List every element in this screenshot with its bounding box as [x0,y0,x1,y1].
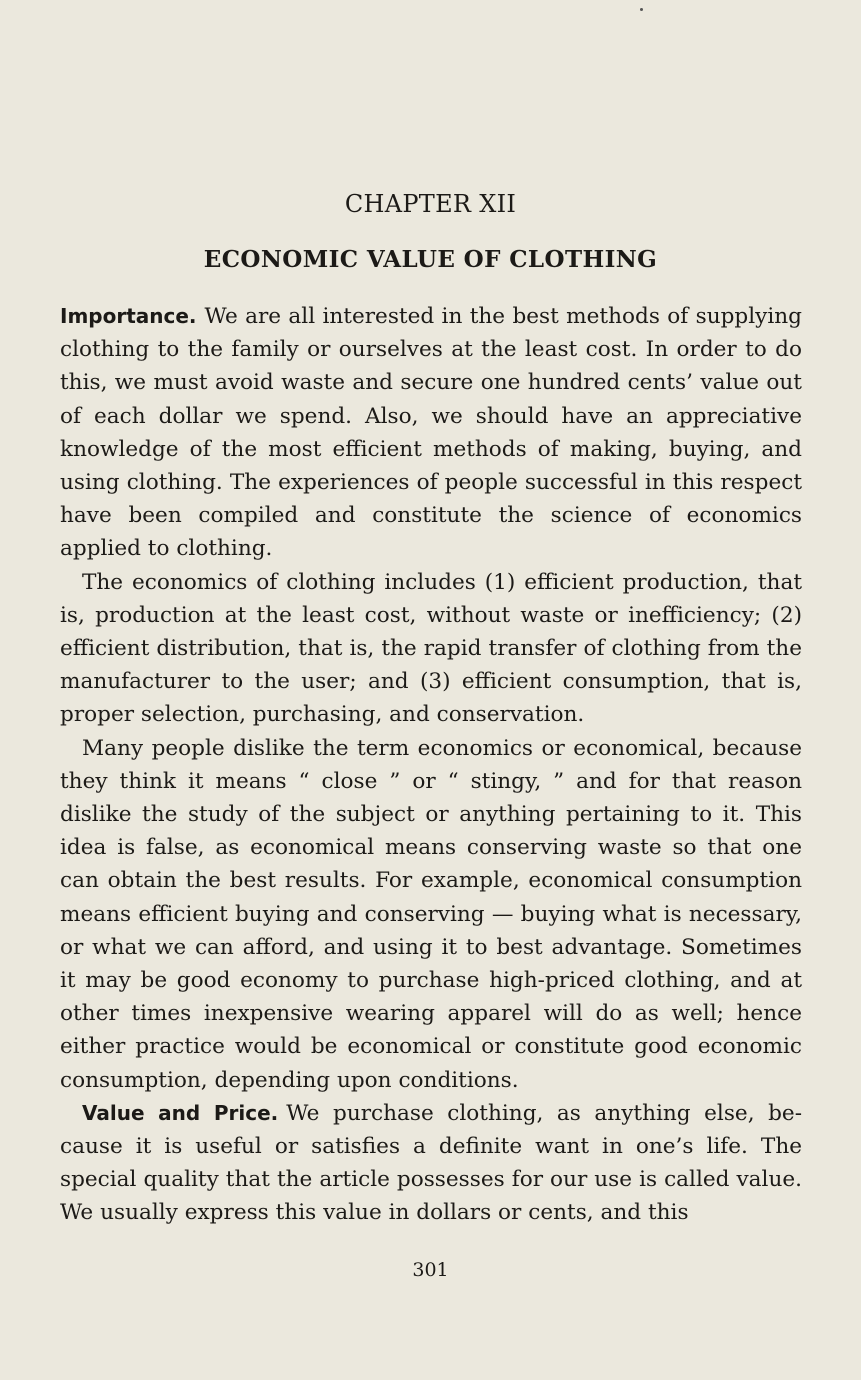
section-heading-value-and-price: Value and Price. [82,1100,279,1125]
paragraph-text: We are all interested in the best methods of supplying clothing to the family or ourselves at the least cost. In order to do this, we must avoid waste and secure one hundred cents’ value out of each dollar we spend. Also, we should have an appreciative knowledge of the most efficient methods of making, buying, and using clothing. The experiences of people successful in this respect have been compiled and constitute the science of economics applied to clothing. [60,304,802,562]
paragraph-importance [60,300,802,566]
paragraph-text: We purchase clothing, as anything else, because it is useful or satisfies a definite want in one’s life. The special quality that the article possesses for our use is called value. We usually express this value in dollars or cents, and this [60,1100,802,1226]
print-speck [640,8,643,11]
section-heading-importance: Importance. [60,304,197,328]
paragraph-value-and-price [60,1097,802,1230]
paragraph-text: The economics of clothing includes (1) efficient production, that is, production at the least cost, without waste or inefficiency; (2) efficient distribution, that is, the rapid transfer of clothing from the manufacturer to the user; and (3) efficient consumption, that is, proper selection, purchasing, and conservation. [60,569,802,728]
paragraph-text: Many people dislike the term economics or economical, because they think it means “ close ” or “ stingy, ” and for that reason dislike the study of the subject or anything pertaining to it. This idea is false, as economical means conserving waste so that one can obtain the best results. For example, economical consumption means efficient buying and conserving — buying what is necessary, or what we can afford, and using it to best advantage. Sometimes it may be good economy to purchase high-priced clothing, and at other times inexpensive wearing apparel will do as well; hence either practice would be economical or constitute good economic consumption, depending upon conditions. [60,735,802,1093]
paragraph-dislike-economics [60,732,802,1097]
paragraph-economics-of-clothing [60,566,802,732]
chapter-number: CHAPTER XII [344,190,517,218]
chapter-body [60,300,802,1230]
page-number: 301 [412,1259,449,1281]
chapter-title: ECONOMIC VALUE OF CLOTHING [203,246,658,273]
